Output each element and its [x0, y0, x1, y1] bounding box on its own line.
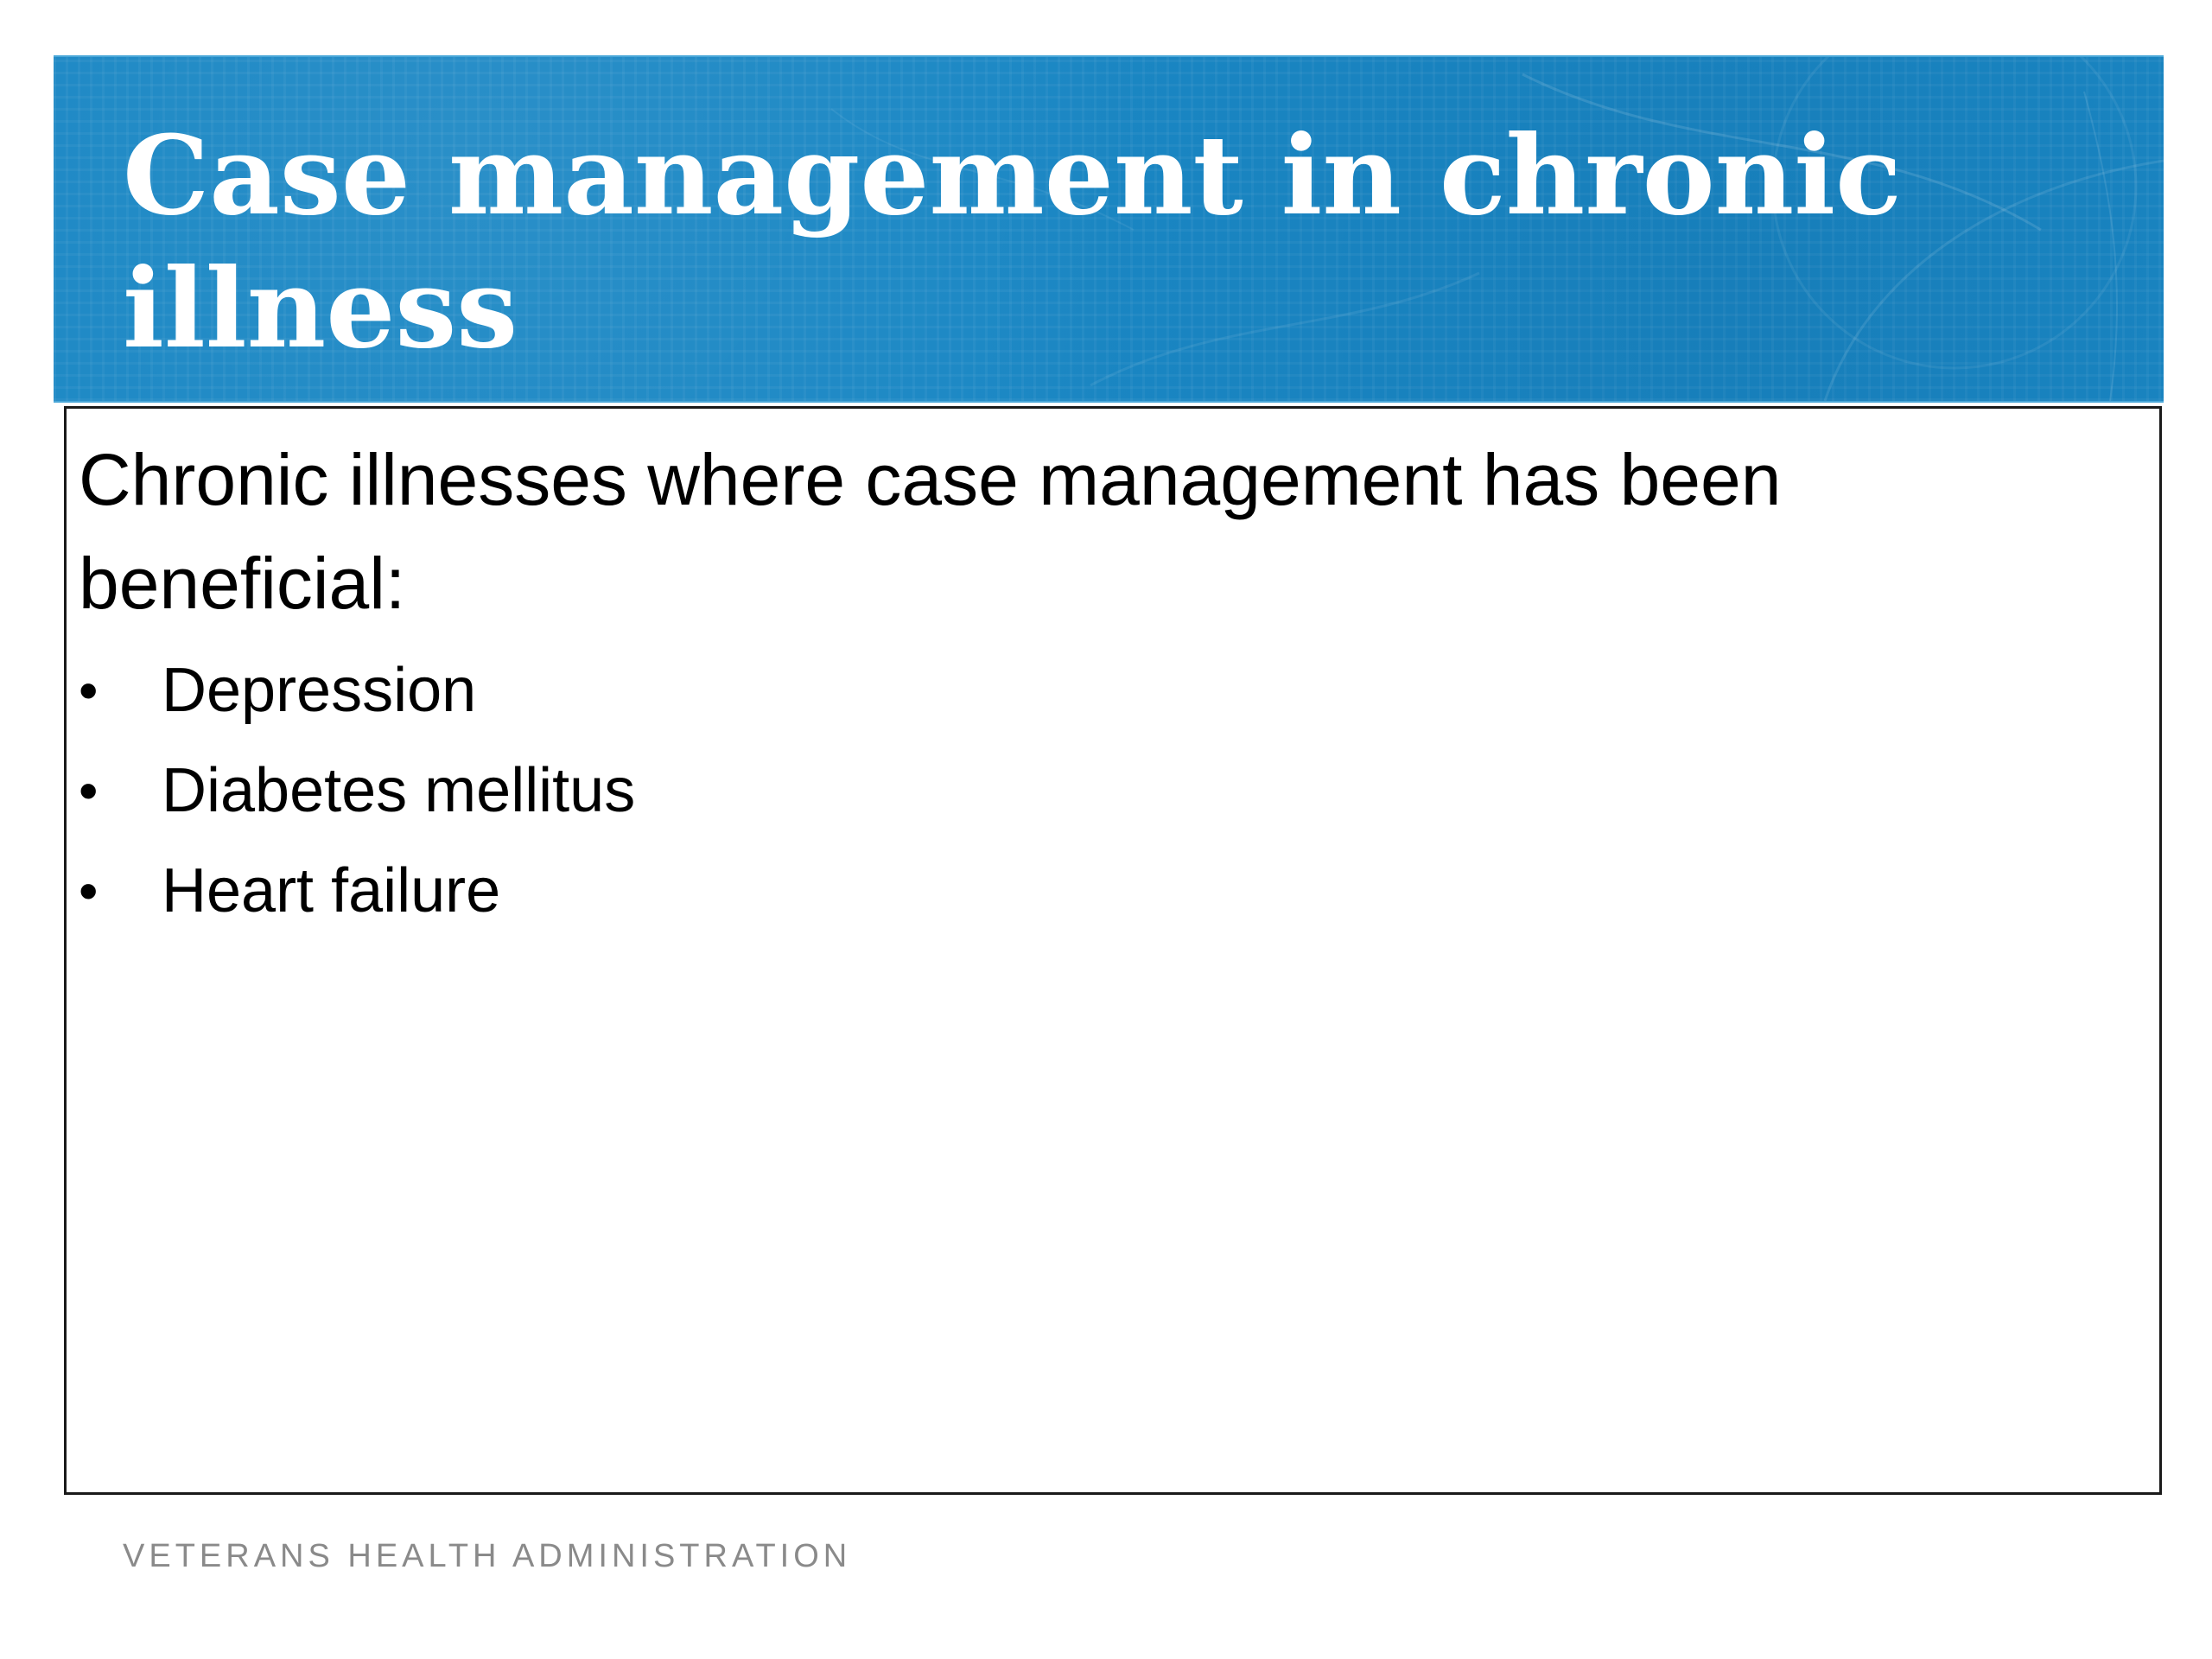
slide-title: Case management in chronic illness [123, 111, 1902, 372]
bullet-text: Diabetes mellitus [162, 756, 636, 825]
bullet-icon: • [79, 659, 99, 721]
bullet-text: Depression [162, 656, 477, 725]
bullet-icon: • [79, 860, 99, 922]
bullet-text: Heart failure [162, 856, 501, 925]
footer-text: VETERANS HEALTH ADMINISTRATION [123, 1538, 852, 1574]
bullet-icon: • [79, 760, 99, 822]
content-box [64, 406, 2162, 1495]
title-banner [54, 55, 2164, 403]
intro-text: Chronic illnesses where case management has been beneficial: [79, 439, 1782, 624]
